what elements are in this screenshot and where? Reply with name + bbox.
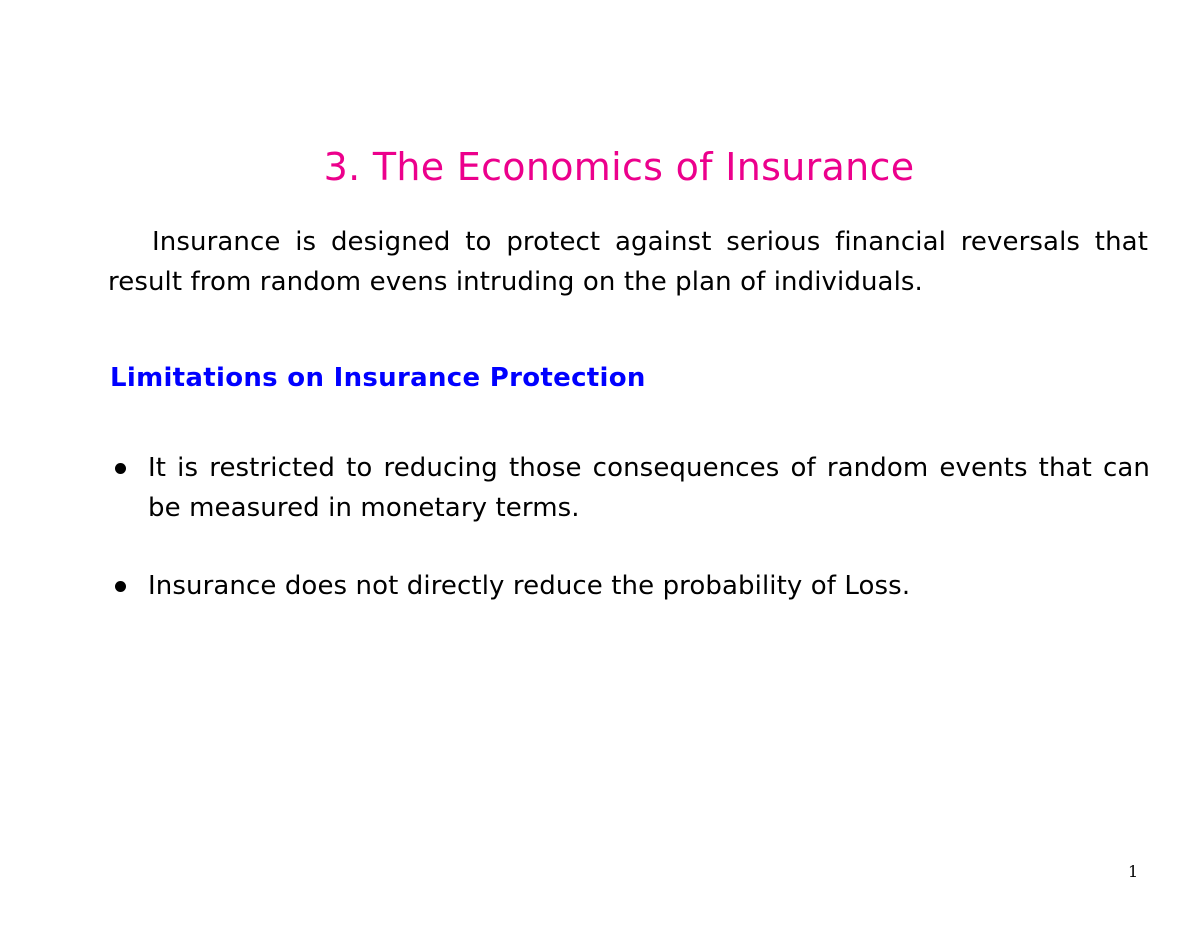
slide-title: 3. The Economics of Insurance (323, 145, 915, 189)
list-item (108, 566, 1150, 606)
bullet-text: It is restricted to reducing those consequences of random events that can be measured in monetary terms. (148, 453, 1150, 523)
page-number: 1 (1128, 862, 1139, 881)
bullet-list (108, 448, 1150, 644)
section-heading: Limitations on Insurance Protection (110, 363, 646, 393)
bullet-icon (115, 581, 126, 592)
bullet-text: Insurance does not directly reduce the probability of Loss. (148, 571, 911, 601)
intro-paragraph: Insurance is designed to protect against serious financial reversals that result from random evens intruding on the plan of individuals. (108, 227, 1148, 297)
list-item (108, 448, 1150, 528)
bullet-icon (115, 463, 126, 474)
